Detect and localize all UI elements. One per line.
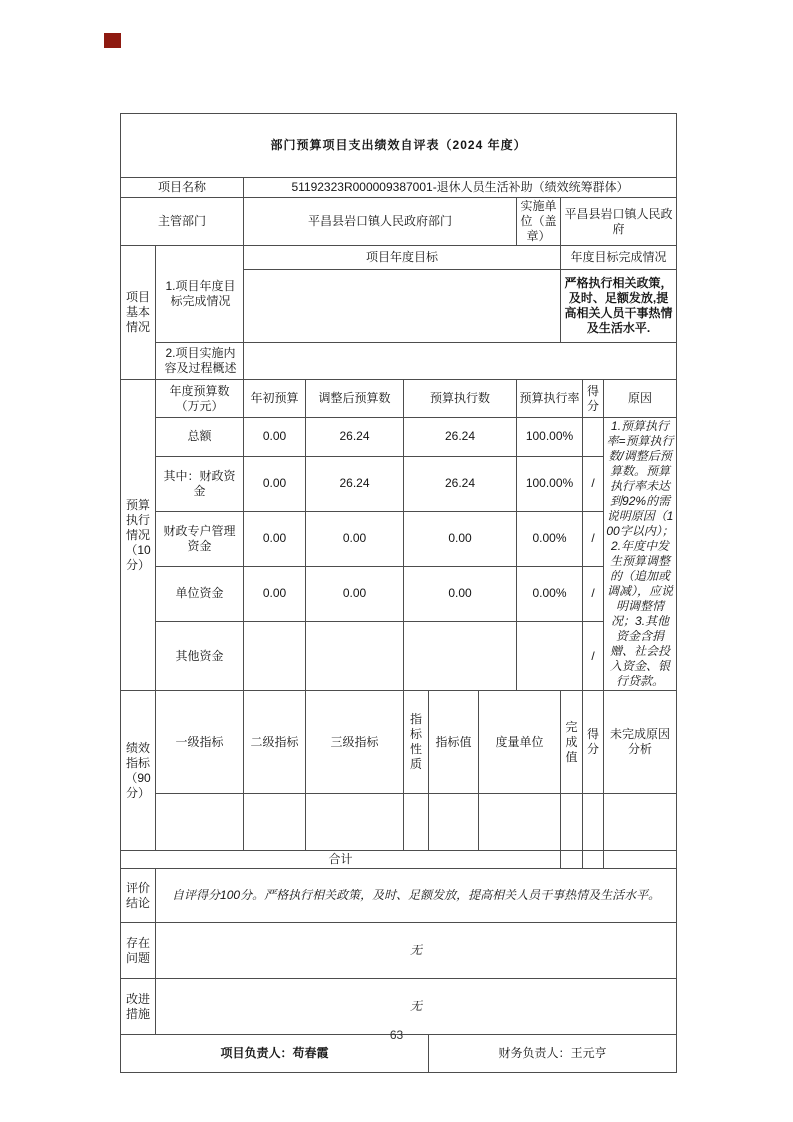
dept-label: 主管部门 <box>121 198 244 246</box>
perf-header-unfinished-reason: 未完成原因分析 <box>604 691 677 794</box>
budget-cell <box>404 622 517 691</box>
perf-header-level1: 一级指标 <box>156 691 244 794</box>
budget-row-label: 单位资金 <box>156 566 244 621</box>
total-row-label: 合计 <box>121 851 561 869</box>
red-stamp-mark <box>104 33 121 48</box>
budget-score-cell: / <box>583 622 604 691</box>
improvements-label: 改进措施 <box>121 979 156 1035</box>
budget-cell: 0.00 <box>244 566 306 621</box>
budget-header-score: 得分 <box>583 380 604 418</box>
budget-cell: 0.00 <box>244 418 306 457</box>
perf-header-score: 得分 <box>583 691 604 794</box>
project-name-label: 项目名称 <box>121 178 244 198</box>
budget-cell: 26.24 <box>404 418 517 457</box>
problems-label: 存在问题 <box>121 923 156 979</box>
budget-reason-note: 1.预算执行率=预算执行数/调整后预算数。预算执行率未达到92%的需说明原因（100字以内）；2.年度中发生预算调整的（追加或调减），应说明调整情况；3.其他资金含捐赠、社会投入资金、银行贷款。 <box>604 418 677 691</box>
empty-cell <box>306 794 404 851</box>
budget-cell: 0.00 <box>306 566 404 621</box>
empty-cell <box>561 794 583 851</box>
section-basic-info-label: 项目基本情况 <box>121 246 156 380</box>
impl-unit-label: 实施单位（盖章） <box>517 198 561 246</box>
budget-header-reason: 原因 <box>604 380 677 418</box>
empty-cell <box>429 794 479 851</box>
budget-cell: 100.00% <box>517 456 583 511</box>
budget-cell: 0.00 <box>244 511 306 566</box>
problems-value: 无 <box>156 923 677 979</box>
budget-header-executed: 预算执行数 <box>404 380 517 418</box>
budget-cell <box>244 622 306 691</box>
improvements-value: 无 <box>156 979 677 1035</box>
budget-score-cell: / <box>583 566 604 621</box>
budget-row-label: 其中：财政资金 <box>156 456 244 511</box>
basic-row2-label: 2.项目实施内容及过程概述 <box>156 343 244 380</box>
budget-cell: 26.24 <box>306 418 404 457</box>
budget-cell: 0.00 <box>306 511 404 566</box>
budget-cell: 26.24 <box>306 456 404 511</box>
basic-row2-value <box>244 343 677 380</box>
page-number: 63 <box>389 1028 404 1042</box>
budget-cell: 0.00 <box>404 511 517 566</box>
project-manager-name: 苟春霞 <box>292 1046 329 1060</box>
conclusion-label: 评价结论 <box>121 869 156 923</box>
section-performance-label: 绩效指标（90分） <box>121 691 156 851</box>
budget-cell: 100.00% <box>517 418 583 457</box>
budget-cell: 0.00 <box>244 456 306 511</box>
self-evaluation-table <box>120 113 677 1073</box>
annual-goal-header: 项目年度目标 <box>244 246 561 270</box>
perf-header-unit: 度量单位 <box>479 691 561 794</box>
budget-header-annual: 年度预算数（万元） <box>156 380 244 418</box>
budget-cell: 26.24 <box>404 456 517 511</box>
project-name-value: 51192323R000009387001-退休人员生活补助（绩效统筹群体） <box>244 178 677 198</box>
budget-header-adjusted: 调整后预算数 <box>306 380 404 418</box>
empty-cell <box>583 794 604 851</box>
empty-cell <box>156 794 244 851</box>
perf-header-nature: 指标性质 <box>404 691 429 794</box>
budget-header-initial: 年初预算 <box>244 380 306 418</box>
goal-completion-header: 年度目标完成情况 <box>561 246 677 270</box>
empty-cell <box>404 794 429 851</box>
empty-cell <box>604 851 677 869</box>
perf-header-level3: 三级指标 <box>306 691 404 794</box>
empty-cell <box>244 794 306 851</box>
conclusion-value: 自评得分100分。严格执行相关政策，及时、足额发放，提高相关人员干事热情及生活水平。 <box>156 869 677 923</box>
perf-header-completed: 完成值 <box>561 691 583 794</box>
budget-cell: 0.00% <box>517 511 583 566</box>
empty-cell <box>561 851 583 869</box>
perf-header-level2: 二级指标 <box>244 691 306 794</box>
budget-row-label: 其他资金 <box>156 622 244 691</box>
goal-completion-value: 严格执行相关政策，及时、足额发放,提高相关人员干事热情及生活水平. <box>561 270 677 343</box>
empty-cell <box>479 794 561 851</box>
page-title: 部门预算项目支出绩效自评表（2024 年度） <box>121 114 677 178</box>
budget-row-label: 总额 <box>156 418 244 457</box>
budget-score-cell: / <box>583 456 604 511</box>
budget-cell <box>517 622 583 691</box>
budget-cell: 0.00 <box>404 566 517 621</box>
empty-cell <box>604 794 677 851</box>
empty-cell <box>583 851 604 869</box>
budget-cell: 0.00% <box>517 566 583 621</box>
budget-row-label: 财政专户管理资金 <box>156 511 244 566</box>
annual-goal-value <box>244 270 561 343</box>
budget-cell <box>306 622 404 691</box>
budget-score-cell <box>583 418 604 457</box>
budget-header-rate: 预算执行率 <box>517 380 583 418</box>
project-manager-label: 项目负责人： <box>220 1046 293 1060</box>
impl-unit-value: 平昌县岩口镇人民政府 <box>561 198 677 246</box>
perf-header-value: 指标值 <box>429 691 479 794</box>
basic-row1-label: 1.项目年度目标完成情况 <box>156 246 244 343</box>
budget-score-cell: / <box>583 511 604 566</box>
finance-manager-name: 王元亨 <box>570 1046 607 1060</box>
finance-manager-label: 财务负责人： <box>498 1046 571 1060</box>
dept-value: 平昌县岩口镇人民政府部门 <box>244 198 517 246</box>
section-budget-label: 预算执行情况（10分） <box>121 380 156 691</box>
